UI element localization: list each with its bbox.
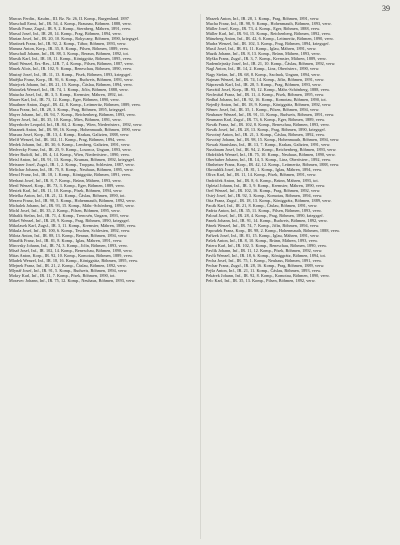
list-entry: Michl Josef, Inf., IR. 35, 2. Komp., Pilsen, Böhmen, 1895, verw. <box>9 207 121 213</box>
list-entry: Münzberg Anton, Inf., IR. 42, 6. Komp., Leitmeritz, Böhmen, 1890, verw. <box>206 36 334 42</box>
list-entry: Mirovsky Johann, Inf., IR. 74, 3. Komp., Jičín, Böhmen, 1893, verw. <box>9 243 128 249</box>
list-entry: Martl Wenzel, Ers.-Res., LIR. 7, 4. Komp., Pilsen, Böhmen, 1887, verw. <box>9 61 134 67</box>
list-entry: Nedbal Johann, Inf., IR. 92, 16. Komp., Komotau, Böhmen, 1890, tot. <box>206 96 327 102</box>
list-entry: Mikula Josef, Inf., IR. 100, 6. Komp., Teschen, Schlesien, 1892, verw. <box>9 227 131 233</box>
list-entry: Matejcek Johann, Inf., IR. 21, 15. Komp., Čáslau, Böhmen, 1894, verw. <box>9 81 133 87</box>
list-entry: Mikeš Wenzel, Inf., IR. 28, 9. Komp., Prag, Böhmen, 1890, kriegsgef. <box>9 217 130 223</box>
list-entry: Marsik Franz, Zugsf., IR. 9, 2. Komp., Sternberg, Mähren, 1891, verw. <box>9 26 132 32</box>
list-entry: Marsal Josef, Inf., IR. 28, 14. Komp., Prag, Böhmen, 1894, verw. <box>9 31 122 37</box>
list-entry: Marcus Ferdin., Kaufm., III. Bz. Nr. 26, II. Komp., Burgenland. 1897 <box>9 16 129 21</box>
list-entry: Maruna Anton, Korp., IR. 35, 8. Komp., Pilsen, Böhmen, 1889, verw. <box>9 46 130 52</box>
list-entry: Meisl Anton, Inf., IR. 91, 13. Komp., Krumau, Böhmen, 1892, kriegsgef. <box>9 157 136 163</box>
list-entry: Myška Franz, Zugsf., IR. 3, 7. Komp., Kremsier, Mähren, 1889, verw. <box>206 56 327 62</box>
list-entry: Masek Alois, Inf., IR. 102, 9. Komp., Beneschau, Böhmen, 1890, verw. <box>9 66 133 72</box>
list-entry: Mauer Karl, Inf., IR. 73, 12. Komp., Eger, Böhmen, 1890, verw. <box>9 96 120 102</box>
list-entry: Nechvátal Franz, Inf., IR. 11, 4. Komp., Písek, Böhmen, 1895, verw. <box>206 91 325 97</box>
list-entry: Opletal Johann, Inf., IR. 3, 9. Komp., Kremsier, Mähren, 1890, verw. <box>206 182 326 188</box>
list-entry: Mudra Wenzel, Inf., IR. 102, 3. Komp., Prag, Böhmen, 1894, kriegsgef. <box>206 41 330 47</box>
list-entry: Oliva Karl, Inf., IR. 11, 14. Komp., Písek, Böhmen, 1891, verw. <box>206 172 317 178</box>
list-entry: Nademlejnsky Josef, Inf., IR. 21, 10. Komp., Čáslau, Böhmen, 1892, verw. <box>206 61 336 67</box>
list-entry: Mestek Karl, Inf., IR. 11, 10. Komp., Písek, Böhmen, 1894, verw. <box>9 187 123 193</box>
list-entry: Pacák Karl, Inf., IR. 21, 8. Komp., Čáslau, Böhmen, 1891, verw. <box>206 202 318 208</box>
list-entry: Mayer Johann, Inf., IR. 94, 7. Komp., Reichenberg, Böhmen, 1893, verw. <box>9 111 136 117</box>
list-entry: Okrouhlík Josef, Inf., IR. 81, 1. Komp., Iglau, Mähren, 1894, verw. <box>206 167 323 173</box>
list-entry: Muzik Johann, Inf., IR. 8, 13. Komp., Brünn, Mähren, 1893, verw. <box>206 51 321 57</box>
list-entry: Padrta Anton, Inf., IR. 35, 11. Komp., Pilsen, Böhmen, 1893, verw. <box>206 207 322 213</box>
list-entry: Marian Josef, Inf., IR. 20, 10. Komp., Rokycany, Böhmen, 1890, kriegsgef. <box>9 36 140 42</box>
list-entry: Navrátil Josef, Korp., IR. 93, 12. Komp., Mähr.-Schönberg, 1888, verw. <box>206 86 330 92</box>
list-entry: Palouš Josef, Inf., IR. 28, 4. Komp., Prag, Böhmen, 1890, kriegsgef. <box>206 212 324 218</box>
list-entry: Pelc Karl, Inf., IR. 35, 13. Komp., Pilsen, Böhmen, 1892, verw. <box>206 278 316 284</box>
list-entry: Mlynář Josef, Inf., IR. 91, 5. Komp., Budweis, Böhmen, 1894, verw. <box>9 268 128 274</box>
list-entry: Pavlů Wenzel, Inf., IR. 18, 6. Komp., Königgrätz, Böhmen, 1894, tot. <box>206 253 326 259</box>
list-entry: Metelka Anton, Inf., IR. 21, 12. Komp., Čáslau, Böhmen, 1890, tot. <box>9 192 126 198</box>
list-entry: Novák Josef, Inf., IR. 28, 13. Komp., Prag, Böhmen, 1890, kriegsgef. <box>206 127 326 133</box>
list-entry: Melichar Johann, Inf., IR. 75, 8. Komp., Neuhaus, Böhmen, 1895, verw. <box>9 167 134 173</box>
list-entry: Ostrý Josef, Inf., IR. 92, 3. Komp., Komotau, Böhmen, 1894, verw. <box>206 192 323 198</box>
list-entry: Matoušek Wenzel, Inf., IR. 74, 1. Komp., Jičín, Böhmen, 1888, verw. <box>9 86 129 92</box>
list-entry: Pekárek Johann, Inf., IR. 92, 8. Komp., Komotau, Böhmen, 1890, verw. <box>206 273 330 279</box>
list-entry: Nussbaum Josef, Inf., IR. 94, 2. Komp., Reichenberg, Böhmen, 1893, verw. <box>206 147 337 153</box>
list-entry: Najman Wenzel, Inf., IR. 74, 14. Komp., Jičín, Böhmen, 1891, verw. <box>206 76 325 82</box>
list-entry: Nejedlý Anton, Inf., IR. 18, 9. Komp., Königgrätz, Böhmen, 1892, verw. <box>206 101 332 107</box>
list-entry: Nagl Anton, Inf., IR. 14, 2. Komp., Linz, Oberösterr., 1890, verw. <box>206 66 320 72</box>
list-entry: Mertl Wenzel, Korp., IR. 73, 3. Komp., Eger, Böhmen, 1889, verw. <box>9 182 125 188</box>
list-entry: Pašek Anton, Inf., IR. 8, 10. Komp., Brünn, Mähren, 1893, verw. <box>206 238 318 244</box>
list-entry: Pánek Wenzel, Inf., IR. 74, 7. Komp., Jičín, Böhmen, 1894, verw. <box>206 222 320 228</box>
list-entry: Mečíř Wenzel, Inf., IR. 102, 11. Komp., Prag, Böhmen, 1894, verw. <box>9 137 126 143</box>
list-entry: Mayer Josef, Inf., IR. 35, 10. Komp., Mies, Böhmen, 1891, verw. <box>9 116 122 122</box>
list-entry: Marsik Karl, Inf., IR. 18, 11. Komp., Königgrätz, Böhmen, 1895, verw. <box>9 56 133 62</box>
list-entry: Mladek Wenzel, Inf., IR. 18, 16. Komp., Königgrätz, Böhmen, 1895, verw. <box>9 258 139 264</box>
list-entry: Oberhuber Johann, Inf., IR. 14, 5. Komp., Linz, Oberösterr., 1892, verw. <box>206 157 332 163</box>
list-entry: Ondráček Anton, Inf., IR. 8, 6. Komp., Brünn, Mähren, 1893, tot. <box>206 177 319 183</box>
list-entry: Musil Josef, Inf., IR. 81, 11. Komp., Iglau, Mähren, 1891, verw. <box>206 46 317 52</box>
list-entry: Mikolasek Karl, Zugsf., IR. 3, 11. Komp., Kremsier, Mähren, 1888, verw. <box>9 222 137 228</box>
list-entry: Neumann Karl, Zugsf., IR. 73, 6. Komp., Eger, Böhmen, 1889, verw. <box>206 116 326 122</box>
list-entry: Müller Josef, Korp., IR. 73, 4. Komp., Eger, Böhmen, 1888, verw. <box>206 26 321 32</box>
list-entry: Papoušek Franz, Korp., IR. 98, 2. Komp., Hohenmauth, Böhmen, 1888, verw. <box>206 227 341 233</box>
list-entry: Neubauer Wenzel, Inf., IR. 91, 11. Komp., Budweis, Böhmen, 1891, verw. <box>206 111 335 117</box>
list-entry: Nowak Stanislaus, Inf., IR. 13, 7. Komp., Krakau, Galizien, 1891, verw. <box>206 142 331 148</box>
list-entry: Pechar Franz, Zugsf., IR. 28, 16. Komp., Prag, Böhmen, 1889, verw. <box>206 263 325 269</box>
list-entry: Medek Johann, Inf., IR. 30, 6. Komp., Lemberg, Galizien, 1891, verw. <box>9 142 131 148</box>
list-entry: Mezera Franz, Inf., IR. 98, 5. Komp., Hohenmauth, Böhmen, 1892, verw. <box>9 197 136 203</box>
list-entry: Mayerhofer Leopold, Inf., IR. 84, 2. Komp., Wien, Niederösterr., 1892, verw. <box>9 121 143 127</box>
list-entry: Mazura Josef, Korp., IR. 13, 4. Komp., Krakau, Galizien, 1888, verw. <box>9 132 130 138</box>
list-entry: Milota Anton, Inf., IR. 88, 13. Komp., Beraun, Böhmen, 1894, verw. <box>9 233 128 239</box>
list-entry: Maxa Franz, Inf., IR. 28, 3. Komp., Prag, Böhmen, 1895, kriegsgef. <box>9 106 127 112</box>
list-entry: Mucha Franz, Inf., IR. 98, 9. Komp., Hohenmauth, Böhmen, 1893, verw. <box>206 21 332 27</box>
list-entry: Pejša Anton, Inf., IR. 21, 11. Komp., Čáslau, Böhmen, 1893, verw. <box>206 268 322 274</box>
list-entry: Meissner Josef, Zugsf., IR. 1, 2. Komp., Troppau, Schlesien, 1887, verw. <box>9 162 135 168</box>
right-column <box>206 16 392 283</box>
list-entry: Patera Karl, Inf., IR. 102, 5. Komp., Beneschau, Böhmen, 1890, verw. <box>206 243 328 249</box>
list-entry: Mazanek Anton, Inf., IR. 98, 16. Komp., Hohenmauth, Böhmen, 1890, verw. <box>9 127 142 133</box>
list-entry: Marschall Johann, Inf., IR. 88, 3. Komp., Beraun, Böhmen, 1892, tot. <box>9 51 129 57</box>
list-entry: Medvecky Franz, Inf., IR. 25, 9. Komp., Losoncz, Ungarn, 1893, verw. <box>9 147 132 153</box>
list-entry: Matucha Josef, Inf., IR. 3, 5. Komp., Kremsier, Mähren, 1892, tot. <box>9 91 124 97</box>
list-entry: Mastný Josef, Inf., IR. 11, 13. Komp., Písek, Böhmen, 1893, kriegsgef. <box>9 71 132 77</box>
list-entry: Němec Josef, Inf., IR. 35, 1. Komp., Pilsen, Böhmen, 1894, verw. <box>206 106 320 112</box>
list-entry: Mauthner Anton, Zugsf., IR. 42, 8. Komp., Leitmeritz, Böhmen, 1889, verw. <box>9 101 142 107</box>
column-divider <box>200 14 201 539</box>
list-entry: Moravec Johann, Inf., IR. 75, 12. Komp., Neuhaus, Böhmen, 1893, verw. <box>9 278 136 284</box>
list-entry: Novák Franz, Inf., IR. 102, 8. Komp., Beneschau, Böhmen, 1893, verw. <box>206 121 330 127</box>
left-column <box>9 16 195 283</box>
list-entry: Mlejnek Franz, Inf., IR. 21, 2. Komp., Čáslau, Böhmen, 1892, verw. <box>9 263 127 269</box>
list-entry: Mencl Franz, Inf., IR. 18, 1. Komp., Königgrätz, Böhmen, 1891, verw. <box>9 172 131 178</box>
list-entry: Mrazek Anton, Inf., IR. 28, 1. Komp., Prag, Böhmen, 1891, verw. <box>206 16 320 21</box>
list-entry: Martinek Franz, Inf., IR. 92, 2. Komp., Tábor, Böhmen, 1893, verw. <box>9 41 127 47</box>
list-entry: Orel Wenzel, Inf., IR. 102, 16. Komp., Prag, Böhmen, 1892, verw. <box>206 187 321 193</box>
list-entry: Otta Franz, Zugsf., IR. 18, 13. Komp., Königgrätz, Böhmen, 1889, verw. <box>206 197 332 203</box>
list-entry: Merhaut Josef, Inf., IR. 8, 7. Komp., Brünn, Mähren, 1893, verw. <box>9 177 122 183</box>
list-entry: Marschall Ernst, Inf., IR. 54, 4. Komp., Braunau, Böhmen. 1888, verw. <box>9 21 132 27</box>
list-entry: Novotný Johann, Inf., IR. 98, 15. Komp., Hohenmauth, Böhmen, 1894, verw. <box>206 137 340 143</box>
list-entry: Nápravník Karl, Inf., IR. 28, 5. Komp., Prag, Böhmen, 1893, verw. <box>206 81 322 87</box>
list-entry: Matějka Franz, Korp., IR. 91, 6. Komp., Budweis, Böhmen, 1891, verw. <box>9 76 134 82</box>
list-entry: Michalek Johann, Inf., IR. 93, 15. Komp., Mähr.-Schönberg, 1891, verw. <box>9 202 135 208</box>
list-entry: Mísař Josef, Inf., IR. 102, 14. Komp., Beneschau, Böhmen, 1890, verw. <box>9 248 133 254</box>
list-entry: Mihalik Stefan, Inf., IR. 71, 4. Komp., Trencsén, Ungarn, 1893, verw. <box>9 212 130 218</box>
list-entry: Minařík Franz, Inf., IR. 81, 8. Komp., Iglau, Mähren, 1891, verw. <box>9 238 123 244</box>
list-entry: Pařízek Josef, Inf., IR. 81, 15. Komp., Iglau, Mähren, 1891, verw. <box>206 233 320 239</box>
list-entry: Panek Johann, Inf., IR. 91, 14. Komp., Budweis, Böhmen, 1892, verw. <box>206 217 328 223</box>
page-number: 39 <box>382 4 390 13</box>
list-entry: Mokry Karl, Inf., IR. 11, 7. Komp., Písek, Böhmen, 1890, tot. <box>9 273 116 279</box>
list-entry: Pavlík Johann, Inf., IR. 11, 12. Komp., Písek, Böhmen, 1892, verw. <box>206 248 323 254</box>
list-entry: Mitas Anton, Korp., IR. 92, 10. Komp., Komotau, Böhmen, 1889, verw. <box>9 253 134 259</box>
list-entry: Obdržálek Wenzel, Inf., IR. 75, 10. Komp., Neuhaus, Böhmen, 1890, verw. <box>206 152 336 158</box>
list-entry: Meier Rudolf, Inf., IR. 4, 14. Komp., Wien, Niederösterr., 1890, verw. <box>9 152 131 158</box>
list-entry: Nagy Stefan, Inf., IR. 68, 8. Komp., Szolnok, Ungarn, 1894, verw. <box>206 71 321 77</box>
list-entry: Ohnheiser Franz, Korp., IR. 42, 12. Komp., Leitmeritz, Böhmen, 1888, verw. <box>206 162 340 168</box>
list-entry: Pecha Josef, Inf., IR. 75, 1. Komp., Neuhaus, Böhmen, 1891, verw. <box>206 258 323 264</box>
list-entry: Müller Karl, Inf., IR. 94, 15. Komp., Reichenberg, Böhmen, 1892, verw. <box>206 31 332 37</box>
list-entry: Novotný Anton, Inf., IR. 21, 3. Komp., Čáslau, Böhmen, 1892, verw. <box>206 132 326 138</box>
